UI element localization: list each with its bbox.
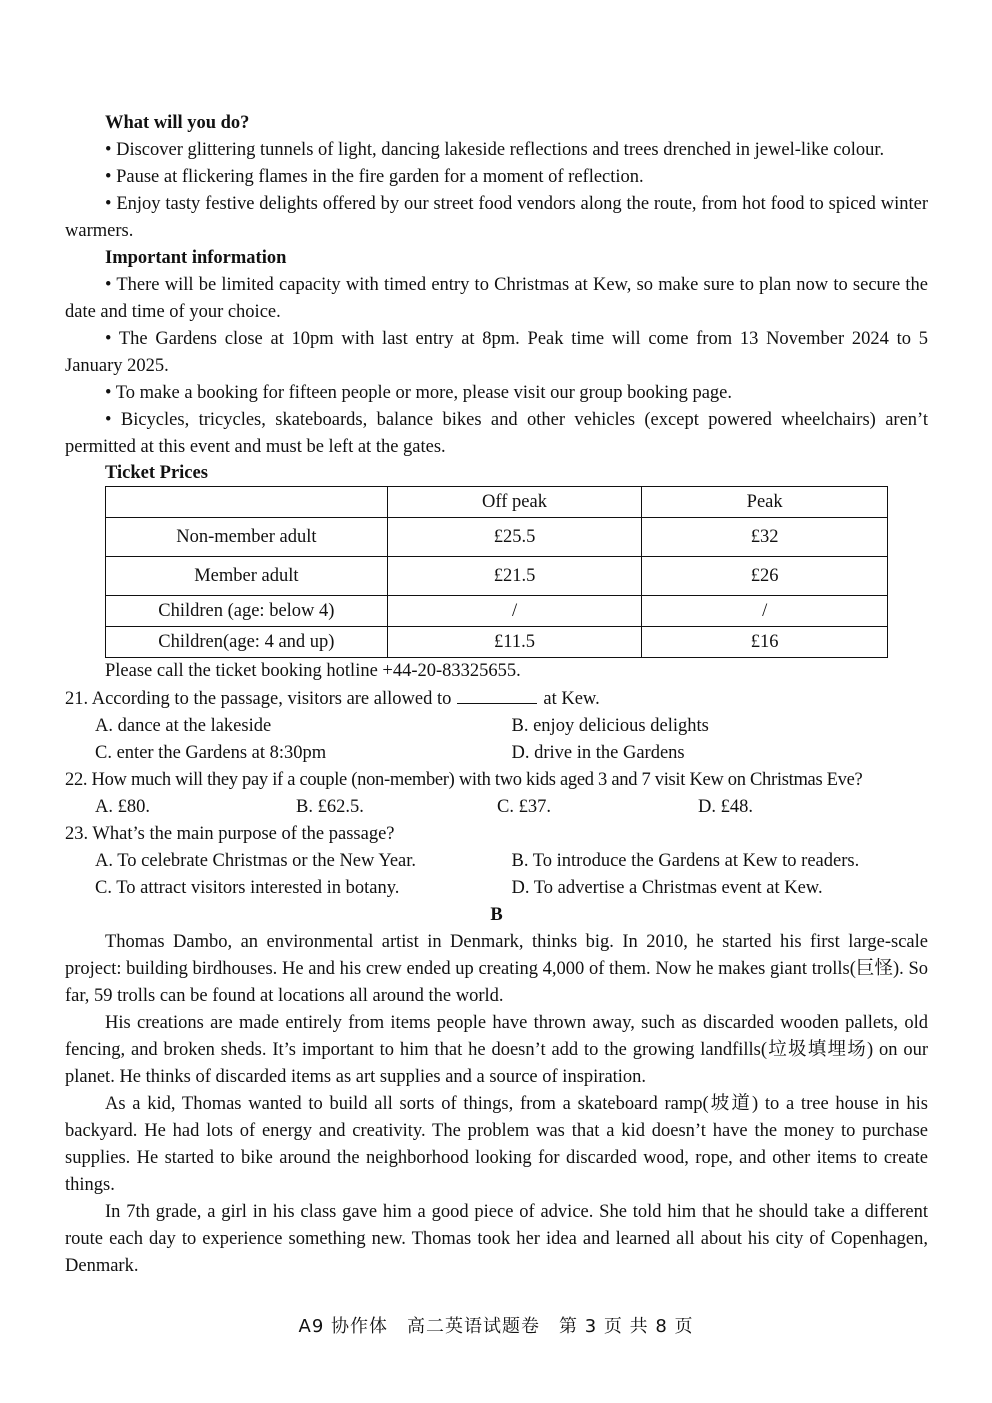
question-22-options xyxy=(65,794,928,821)
table-cell: £32 xyxy=(642,518,888,557)
table-cell: Member adult xyxy=(106,557,388,596)
table-header-cell: Peak xyxy=(642,487,888,518)
question-23-options-row-1 xyxy=(65,848,928,875)
option-21-d: D. drive in the Gardens xyxy=(511,743,685,763)
info-hours: • The Gardens close at 10pm with last entry at 8pm. Peak time will come from 13 November 2024 to 5 January 2025. xyxy=(65,329,928,376)
option-22-c: C. £37. xyxy=(497,797,551,817)
table-cell: Children (age: below 4) xyxy=(106,596,388,627)
table-row xyxy=(106,518,888,557)
table-cell: Children(age: 4 and up) xyxy=(106,627,388,658)
option-22-b: B. £62.5. xyxy=(296,797,364,817)
question-21-stem-end: at Kew. xyxy=(543,689,600,709)
exam-page xyxy=(65,110,928,1280)
table-row xyxy=(106,627,888,658)
option-21-a: A. dance at the lakeside xyxy=(95,716,272,736)
option-23-a: A. To celebrate Christmas or the New Year. xyxy=(95,851,417,871)
option-21-c: C. enter the Gardens at 8:30pm xyxy=(95,743,327,763)
info-vehicles: • Bicycles, tricycles, skateboards, balance bikes and other vehicles (except powered wheelchairs) aren’t permitted at this event and must be left at the gates. xyxy=(65,410,928,457)
info-capacity: • There will be limited capacity with timed entry to Christmas at Kew, so make sure to plan now to secure the date and time of your choice. xyxy=(65,275,928,322)
option-23-c: C. To attract visitors interested in botany. xyxy=(95,878,400,898)
table-cell: £21.5 xyxy=(387,557,642,596)
question-21-stem: 21. According to the passage, visitors are allowed to xyxy=(65,689,452,709)
heading-important-information: Important information xyxy=(105,248,287,268)
passage-b-paragraph-4: In 7th grade, a girl in his class gave him a good piece of advice. She told him that he should take a different route each day to experience something new. Thomas took her idea and learned all about his city of Copenhagen, Denmark. xyxy=(65,1202,928,1276)
passage-b-paragraph-1: Thomas Dambo, an environmental artist in Denmark, thinks big. In 2010, he started his first large-scale project: building birdhouses. He and his crew ended up creating 4,000 of them. Now he makes giant trolls(巨怪). So far, 59 trolls can be found at locations all around the world. xyxy=(65,932,928,1006)
question-21-options-row-2 xyxy=(65,740,928,767)
table-header-cell: Off peak xyxy=(387,487,642,518)
table-cell: £26 xyxy=(642,557,888,596)
table-cell: Non-member adult xyxy=(106,518,388,557)
question-21-options-row-1 xyxy=(65,713,928,740)
option-23-d: D. To advertise a Christmas event at Kew. xyxy=(511,878,823,898)
table-cell: £11.5 xyxy=(387,627,642,658)
section-b-label: B xyxy=(490,905,503,925)
table-cell: / xyxy=(642,596,888,627)
answer-blank xyxy=(457,685,537,704)
option-21-b: B. enjoy delicious delights xyxy=(511,716,709,736)
ticket-hotline: Please call the ticket booking hotline +44-20-83325655. xyxy=(105,661,521,681)
passage-b-paragraph-2: His creations are made entirely from items people have thrown away, such as discarded wooden pallets, old fencing, and broken sheds. It’s important to him that he doesn’t add to the growing landfills(垃圾填埋场) on our planet. He thinks of discarded items as art supplies and a source of inspiration. xyxy=(65,1013,928,1087)
option-22-a: A. £80. xyxy=(95,797,150,817)
option-22-d: D. £48. xyxy=(698,797,753,817)
question-21 xyxy=(65,685,928,713)
question-23-stem: 23. What’s the main purpose of the passage? xyxy=(65,824,395,844)
table-cell: £25.5 xyxy=(387,518,642,557)
option-23-b: B. To introduce the Gardens at Kew to readers. xyxy=(511,851,860,871)
question-22-stem: 22. How much will they pay if a couple (non-member) with two kids aged 3 and 7 visit Kew on Christmas Eve? xyxy=(65,770,863,790)
page-footer: A9 协作体 高二英语试题卷 第 3 页 共 8 页 xyxy=(298,1316,694,1337)
passage-b-paragraph-3: As a kid, Thomas wanted to build all sorts of things, from a skateboard ramp(坡道) to a tree house in his backyard. He had lots of energy and creativity. The problem was that a kid doesn’t have the money to purchase supplies. He started to bike around the neighborhood looking for discarded wood, rope, and other items to create things. xyxy=(65,1094,928,1195)
table-cell: / xyxy=(387,596,642,627)
table-cell: £16 xyxy=(642,627,888,658)
heading-ticket-prices: Ticket Prices xyxy=(105,463,208,483)
bullet-pause: • Pause at flickering flames in the fire garden for a moment of reflection. xyxy=(105,167,644,187)
bullet-discover: • Discover glittering tunnels of light, dancing lakeside reflections and trees drenched in jewel-like colour. xyxy=(105,140,885,160)
table-row xyxy=(106,557,888,596)
table-header-cell xyxy=(106,487,388,518)
bullet-enjoy: • Enjoy tasty festive delights offered by our street food vendors along the route, from hot food to spiced winter warmers. xyxy=(65,194,928,241)
table-header-row xyxy=(106,487,888,518)
ticket-price-table xyxy=(105,486,888,658)
question-23-options-row-2 xyxy=(65,875,928,902)
table-row xyxy=(106,596,888,627)
heading-what-will-you-do: What will you do? xyxy=(105,113,250,133)
info-group-booking: • To make a booking for fifteen people or more, please visit our group booking page. xyxy=(105,383,732,403)
